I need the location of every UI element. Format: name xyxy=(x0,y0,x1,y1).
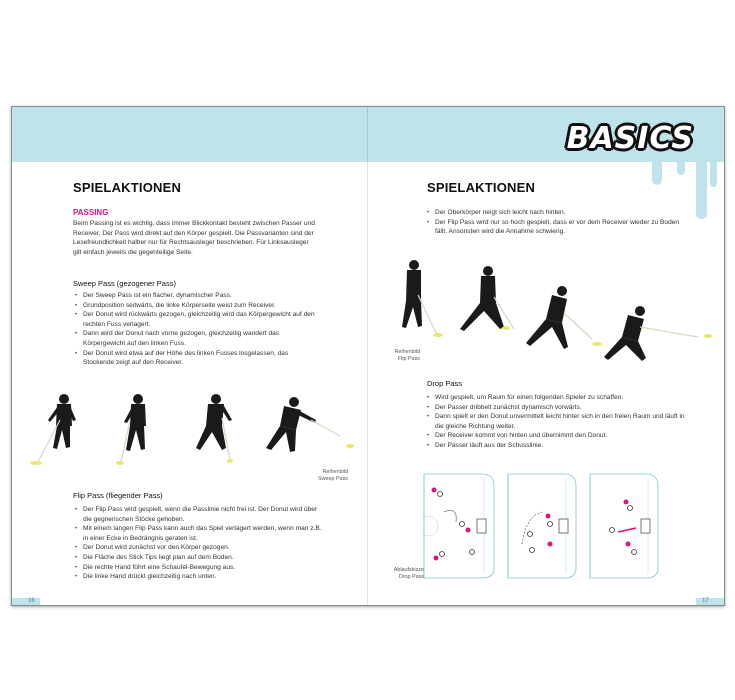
list-item: • Der Donut wird etwa auf der Höhe des linken Fusses losgelassen, das Stockende zeigt auf den Receiver. xyxy=(75,349,320,368)
right-page-title: SPIELAKTIONEN xyxy=(427,180,536,195)
caption-drop-pass: Drop Pass xyxy=(398,574,424,580)
drop-pass-list xyxy=(427,393,692,451)
player-figure xyxy=(124,394,146,451)
sweep-pass-list xyxy=(75,291,320,368)
list-item: • Der Receiver kommt von hinten und übernimmt den Donut. xyxy=(427,431,692,441)
section-heading-passing: PASSING xyxy=(73,208,109,217)
paint-drip xyxy=(677,157,685,175)
book-spread xyxy=(11,106,725,606)
list-item: • Mit einem langen Flip Pass kann auch das Spiel verlagert werden, wenn man z.B. in einer Ecke in Bedrängnis geraten ist. xyxy=(75,524,325,543)
paint-drip xyxy=(652,157,662,185)
list-item: • Der Sweep Pass ist ein flacher, dynamischer Pass. xyxy=(75,291,320,301)
left-page-number: 16 xyxy=(28,598,35,604)
player-figure xyxy=(48,394,76,449)
sweep-pass-photo-sequence xyxy=(26,390,361,470)
list-item: • Grundposition seitwärts, die linke Körperseite weist zum Receiver. xyxy=(75,301,320,311)
caption-reihenbild-flip: Reihenbild xyxy=(394,349,420,355)
basics-logo: BASICS xyxy=(566,121,694,156)
flip-pass-continued-list xyxy=(427,208,687,237)
list-item: • Der Flip Pass wird nur so hoch gespielt, dass er vor dem Receiver wieder zu Boden fällt. Ansonsten wird die Annahme schwierig. xyxy=(427,218,687,237)
player-figure xyxy=(266,397,316,452)
caption-sweep-pass: Sweep Pass xyxy=(318,476,348,482)
player-figure xyxy=(460,266,504,331)
flip-pass-list xyxy=(75,505,325,582)
sweep-pass-heading: Sweep Pass (gezogener Pass) xyxy=(73,279,176,288)
list-item: • Der Donut wird zunächst vor den Körper gezogen. xyxy=(75,543,325,553)
left-page-bar xyxy=(12,598,40,605)
rink-diagram-3 xyxy=(590,474,658,578)
rink-diagram-2 xyxy=(508,474,576,578)
caption-flip-pass: Flip Pass xyxy=(397,356,420,362)
intro-paragraph: Beim Passing ist es wichtig, dass immer Blickkontakt besteht zwischen Passer und Receiver. Der Pass wird direkt auf den Körper gespielt. Die Passvarianten sind der Lesefreundlichkeit halber nur für Rechtsausleger beschrieben. Für Linksausleger gilt einfach jeweils die gegenteilige Seite. xyxy=(73,220,315,256)
caption-ablaufskizze: Ablaufskizze xyxy=(393,567,424,573)
list-item: • Wird gespielt, um Raum für einen folgenden Spieler zu schaffen. xyxy=(427,393,692,403)
list-item: • Die Fläche des Stick Tips liegt plan auf dem Boden. xyxy=(75,553,325,563)
list-item: • Die rechte Hand führt eine Schaufel-Bewegung aus. xyxy=(75,563,325,573)
list-item: • Dann wird der Donut nach vorne gezogen, gleichzeitig wandert das Körpergewicht auf den linken Fuss. xyxy=(75,329,320,348)
right-page-number: 17 xyxy=(702,598,709,604)
flip-pass-photo-sequence xyxy=(392,257,712,367)
paint-drip xyxy=(710,157,717,187)
player-figure xyxy=(526,286,568,349)
right-page-bar xyxy=(696,598,724,605)
list-item: • Der Donut wird rückwärts gezogen, gleichzeitig wird das Körpergewicht auf den rechten Fuss verlagert. xyxy=(75,310,320,329)
left-page-title: SPIELAKTIONEN xyxy=(73,180,182,195)
caption-reihenbild-sweep: Reihenbild xyxy=(322,469,348,475)
page-gutter xyxy=(367,107,368,605)
list-item: • Die linke Hand drückt gleichzeitig nach unten. xyxy=(75,572,325,582)
list-item: • Der Flip Pass wird gespielt, wenn die Passlinie nicht frei ist. Der Donut wird über die gegnerischen Stöcke gehoben. xyxy=(75,505,325,524)
drop-pass-diagram xyxy=(422,472,667,580)
player-figure xyxy=(402,260,422,328)
flip-pass-heading: Flip Pass (fliegender Pass) xyxy=(73,491,163,500)
player-figure xyxy=(604,306,646,361)
rink-diagram-1 xyxy=(422,474,494,578)
list-item: • Dann spielt er den Donut unvermittelt leicht hinter sich in den freien Raum und läuft in die gleiche Richtung weiter. xyxy=(427,412,692,431)
list-item: • Der Oberkörper neigt sich leicht nach hinten. xyxy=(427,208,687,218)
paint-drip xyxy=(696,157,707,219)
drop-pass-heading: Drop Pass xyxy=(427,379,463,388)
list-item: • Der Passer dribbelt zunächst dynamisch vorwärts. xyxy=(427,403,692,413)
list-item: • Der Passer läuft aus der Schusslinie. xyxy=(427,441,692,451)
